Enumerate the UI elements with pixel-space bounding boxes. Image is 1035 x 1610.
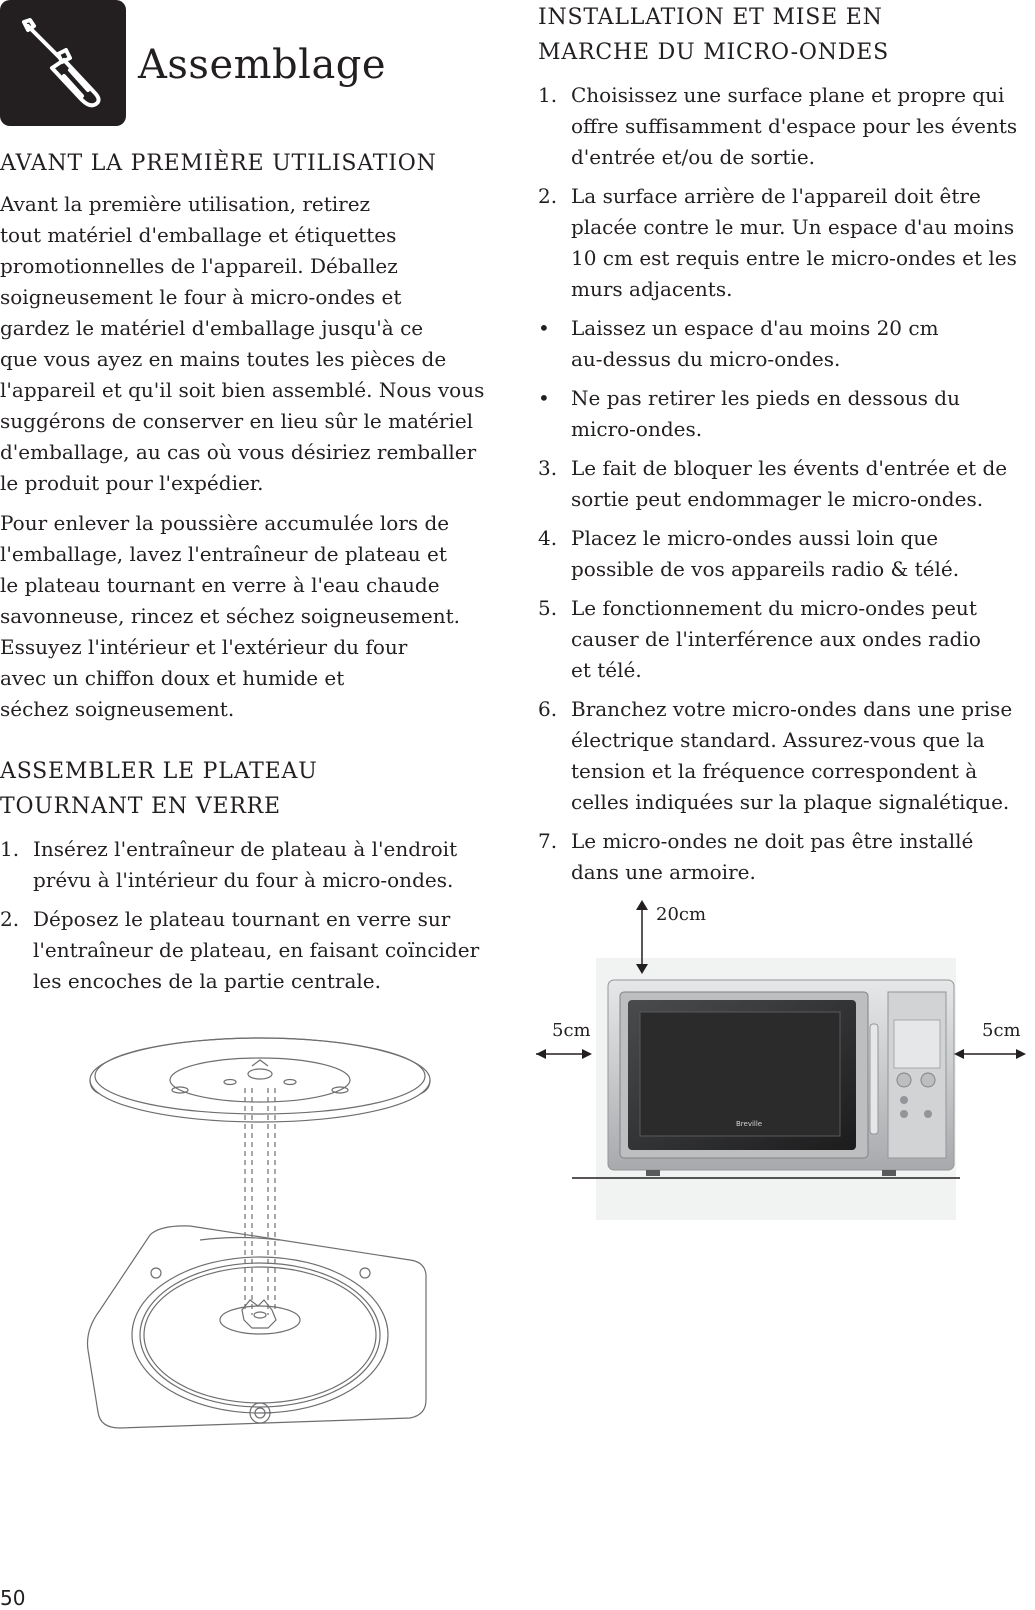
list-item bbox=[538, 80, 1035, 173]
assemble-tray-section bbox=[0, 754, 495, 1005]
step-number: 4. bbox=[538, 526, 558, 550]
text-line: Insérez l'entraîneur de plateau à l'endroit bbox=[33, 837, 458, 861]
text-line: Déposez le plateau tournant en verre sur bbox=[33, 907, 451, 931]
before-first-use-paragraph-1 bbox=[0, 189, 495, 499]
text-line: Le micro-ondes ne doit pas être installé bbox=[571, 829, 974, 853]
text-line: Choisissez une surface plane et propre qui bbox=[571, 83, 1005, 107]
installation-section bbox=[538, 0, 1035, 896]
bullet: • bbox=[538, 316, 550, 340]
step-number: 1. bbox=[0, 837, 20, 861]
text-line: savonneuse, rincez et séchez soigneusement. bbox=[0, 604, 461, 628]
list-item bbox=[538, 593, 1035, 686]
text-line: promotionnelles de l'appareil. Déballez bbox=[0, 254, 398, 278]
heading-line: ASSEMBLER LE PLATEAU bbox=[0, 759, 318, 784]
text-line: celles indiquées sur la plaque signalétique. bbox=[571, 790, 1010, 814]
text-line: Le fonctionnement du micro-ondes peut bbox=[571, 596, 977, 620]
text-line: La surface arrière de l'appareil doit être bbox=[571, 184, 981, 208]
text-line: Ne pas retirer les pieds en dessous du bbox=[571, 386, 960, 410]
clearance-diagram bbox=[536, 900, 1026, 1230]
text-line: murs adjacents. bbox=[571, 277, 733, 301]
text-line: au-dessus du micro-ondes. bbox=[571, 347, 841, 371]
list-item bbox=[538, 453, 1035, 515]
bullet: • bbox=[538, 386, 550, 410]
before-first-use-section bbox=[0, 146, 495, 725]
text-line: séchez soigneusement. bbox=[0, 697, 235, 721]
text-line: sortie peut endommager le micro-ondes. bbox=[571, 487, 984, 511]
before-first-use-heading: AVANT LA PREMIÈRE UTILISATION bbox=[0, 151, 437, 176]
left-clearance-label: 5cm bbox=[552, 1020, 591, 1041]
text-line: micro-ondes. bbox=[571, 417, 703, 441]
list-item bbox=[538, 523, 1035, 585]
right-clearance-label: 5cm bbox=[982, 1020, 1021, 1041]
before-first-use-paragraph-2 bbox=[0, 508, 495, 725]
text-line: l'appareil et qu'il soit bien assemblé. Nous vous bbox=[0, 378, 485, 402]
step-number: 3. bbox=[538, 456, 558, 480]
text-line: prévu à l'intérieur du four à micro-ondes. bbox=[33, 868, 454, 892]
text-line: 10 cm est requis entre le micro-ondes et les bbox=[571, 246, 1017, 270]
section-icon-box bbox=[0, 0, 126, 126]
list-item bbox=[538, 826, 1035, 888]
text-line: que vous ayez en mains toutes les pièces de bbox=[0, 347, 447, 371]
text-line: placée contre le mur. Un espace d'au moins bbox=[571, 215, 1015, 239]
heading-line: INSTALLATION ET MISE EN bbox=[538, 5, 883, 30]
microwave-illustration bbox=[536, 900, 1026, 1230]
step-number: 5. bbox=[538, 596, 558, 620]
text-line: Pour enlever la poussière accumulée lors de bbox=[0, 511, 450, 535]
list-item bbox=[538, 383, 1035, 445]
text-line: le produit pour l'expédier. bbox=[0, 471, 264, 495]
list-item bbox=[538, 694, 1035, 818]
list-item bbox=[0, 904, 495, 997]
step-number: 7. bbox=[538, 829, 558, 853]
turntable-assembly-illustration bbox=[80, 1030, 440, 1450]
text-line: possible de vos appareils radio & télé. bbox=[571, 557, 960, 581]
text-line: avec un chiffon doux et humide et bbox=[0, 666, 345, 690]
text-line: l'entraîneur de plateau, en faisant coïncider bbox=[33, 938, 480, 962]
step-number: 1. bbox=[538, 83, 558, 107]
text-line: Branchez votre micro-ondes dans une prise bbox=[571, 697, 1013, 721]
list-item bbox=[538, 181, 1035, 305]
assemble-tray-heading bbox=[0, 754, 495, 824]
heading-line: TOURNANT EN VERRE bbox=[0, 794, 281, 819]
assemble-tray-steps bbox=[0, 834, 495, 997]
text-line: l'emballage, lavez l'entraîneur de plateau et bbox=[0, 542, 447, 566]
text-line: Placez le micro-ondes aussi loin que bbox=[571, 526, 939, 550]
heading-line: MARCHE DU MICRO-ONDES bbox=[538, 40, 889, 65]
text-line: Essuyez l'intérieur et l'extérieur du four bbox=[0, 635, 408, 659]
text-line: dans une armoire. bbox=[571, 860, 756, 884]
step-number: 2. bbox=[0, 907, 20, 931]
text-line: causer de l'interférence aux ondes radio bbox=[571, 627, 981, 651]
text-line: Le fait de bloquer les évents d'entrée et de bbox=[571, 456, 1008, 480]
text-line: et télé. bbox=[571, 658, 642, 682]
text-line: gardez le matériel d'emballage jusqu'à ce bbox=[0, 316, 424, 340]
text-line: d'emballage, au cas où vous désiriez remballer bbox=[0, 440, 477, 464]
step-number: 6. bbox=[538, 697, 558, 721]
text-line: tout matériel d'emballage et étiquettes bbox=[0, 223, 397, 247]
text-line: le plateau tournant en verre à l'eau chaude bbox=[0, 573, 440, 597]
text-line: suggérons de conserver en lieu sûr le matériel bbox=[0, 409, 474, 433]
page-title: Assemblage bbox=[138, 42, 387, 88]
text-line: soigneusement le four à micro-ondes et bbox=[0, 285, 402, 309]
text-line: électrique standard. Assurez-vous que la bbox=[571, 728, 985, 752]
list-item bbox=[538, 313, 1035, 375]
text-line: tension et la fréquence correspondent à bbox=[571, 759, 978, 783]
text-line: d'entrée et/ou de sortie. bbox=[571, 145, 816, 169]
top-clearance-label: 20cm bbox=[656, 904, 707, 925]
installation-heading bbox=[538, 0, 1035, 70]
installation-steps bbox=[538, 80, 1035, 888]
text-line: les encoches de la partie centrale. bbox=[33, 969, 381, 993]
page-number: 50 bbox=[0, 1586, 26, 1610]
step-number: 2. bbox=[538, 184, 558, 208]
text-line: offre suffisamment d'espace pour les évents bbox=[571, 114, 1018, 138]
list-item bbox=[0, 834, 495, 896]
brand-logo: Breville bbox=[736, 1120, 763, 1128]
text-line: Laissez un espace d'au moins 20 cm bbox=[571, 316, 939, 340]
text-line: Avant la première utilisation, retirez bbox=[0, 192, 371, 216]
screwdriver-icon bbox=[0, 0, 126, 126]
